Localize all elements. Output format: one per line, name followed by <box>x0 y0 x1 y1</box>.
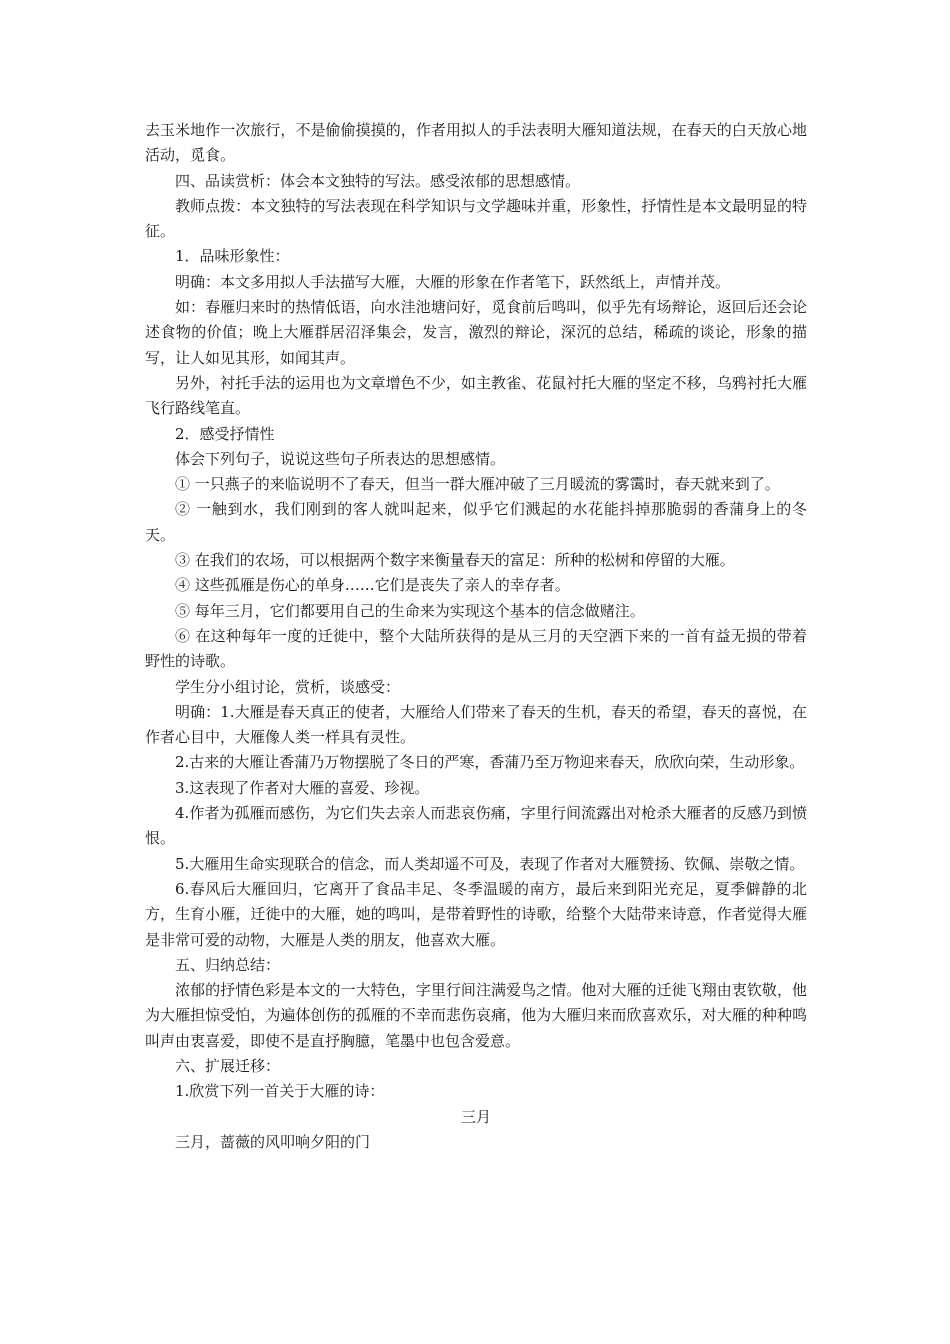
paragraph: 明确：本文多用拟人手法描写大雁，大雁的形象在作者笔下，跃然纸上，声情并茂。 <box>175 272 731 291</box>
list-item: ⑥ 在这种每年一度的迁徙中，整个大陆所获得的是从三月的天空洒下来的一首有益无损的带着野性的诗歌。 <box>145 626 807 671</box>
paragraph: 1.欣赏下列一首关于大雁的诗： <box>175 1082 385 1101</box>
paragraph: 体会下列句子，说说这些句子所表达的思想感情。 <box>175 449 506 468</box>
document-body <box>145 118 807 1155</box>
paragraph: 明确：1.大雁是春天真正的使者，大雁给人们带来了春天的生机，春天的希望，春天的喜悦，在作者心目中，大雁像人类一样具有灵性。 <box>145 702 807 747</box>
paragraph: 学生分小组讨论，赏析，谈感受： <box>175 677 401 696</box>
list-item: ⑤ 每年三月，它们都要用自己的生命来为实现这个基本的信念做赌注。 <box>175 601 645 620</box>
paragraph: 浓郁的抒情色彩是本文的一大特色，字里行间注满爱鸟之情。他对大雁的迁徙飞翔由衷钦敬，他为大雁担惊受怕，为遍体创伤的孤雁的不幸而悲伤哀痛，他为大雁归来而欣喜欢乐，对大雁的种种鸣叫声由衷喜爱，即使不是直抒胸臆，笔墨中也包含爱意。 <box>145 981 807 1050</box>
section-heading-6: 六、扩展迁移： <box>175 1056 281 1075</box>
paragraph: 6.春风后大雁回归，它离开了食品丰足、冬季温暖的南方，最后来到阳光充足，夏季僻静的北方，生育小雁，迁徙中的大雁，她的鸣叫，是带着野性的诗歌，给整个大陆带来诗意，作者觉得大雁是非常可爱的动物，大雁是人类的朋友，他喜欢大雁。 <box>145 879 807 949</box>
paragraph: 教师点拨：本文独特的写法表现在科学知识与文学趣味并重，形象性，抒情性是本文最明显的特征。 <box>145 196 807 241</box>
list-item: ③ 在我们的农场，可以根据两个数字来衡量春天的富足：所种的松树和停留的大雁。 <box>175 551 735 570</box>
section-heading-5: 五、归纳总结： <box>175 955 281 974</box>
paragraph: 2.古来的大雁让香蒲乃万物摆脱了冬日的严寒，香蒲乃至万物迎来春天，欣欣向荣，生动形象。 <box>175 753 805 772</box>
paragraph: 5.大雁用生命实现联合的信念，而人类却遥不可及，表现了作者对大雁赞扬、钦佩、崇敬之情。 <box>175 854 805 873</box>
list-item: ② 一触到水，我们刚到的客人就叫起来，似乎它们溅起的水花能抖掉那脆弱的香蒲身上的冬天。 <box>145 500 807 544</box>
subheading: 1．品味形象性： <box>175 247 290 266</box>
paragraph: 4.作者为孤雁而感伤，为它们失去亲人而悲哀伤痛，字里行间流露出对枪杀大雁者的反感乃到愤恨。 <box>145 804 807 848</box>
list-item: ④ 这些孤雁是伤心的单身……它们是丧失了亲人的幸存者。 <box>175 576 570 595</box>
list-item: ① 一只燕子的来临说明不了春天，但当一群大雁冲破了三月暖流的雾霭时，春天就来到了。 <box>175 475 780 494</box>
section-heading-4: 四、品读赏析：体会本文独特的写法。感受浓郁的思想感情。 <box>175 171 581 190</box>
paragraph: 去玉米地作一次旅行，不是偷偷摸摸的，作者用拟人的手法表明大雁知道法规，在春天的白天放心地活动，觅食。 <box>145 121 807 165</box>
subheading: 2．感受抒情性 <box>175 424 275 443</box>
poem-line: 三月，蔷薇的风叩响夕阳的门 <box>175 1132 371 1151</box>
paragraph: 另外，衬托手法的运用也为文章增色不少，如主教雀、花鼠衬托大雁的坚定不移，乌鸦衬托大雁飞行路线笔直。 <box>145 373 807 418</box>
poem-title: 三月 <box>460 1107 491 1126</box>
paragraph: 如：春雁归来时的热情低语，向水洼池塘问好，觅食前后鸣叫，似乎先有场辩论，返回后还会论述食物的价值；晚上大雁群居沼泽集会，发言，激烈的辩论，深沉的总结，稀疏的谈论，形象的描写，让人如见其形，如闻其声。 <box>145 298 807 367</box>
paragraph: 3.这表现了作者对大雁的喜爱、珍视。 <box>175 778 430 797</box>
